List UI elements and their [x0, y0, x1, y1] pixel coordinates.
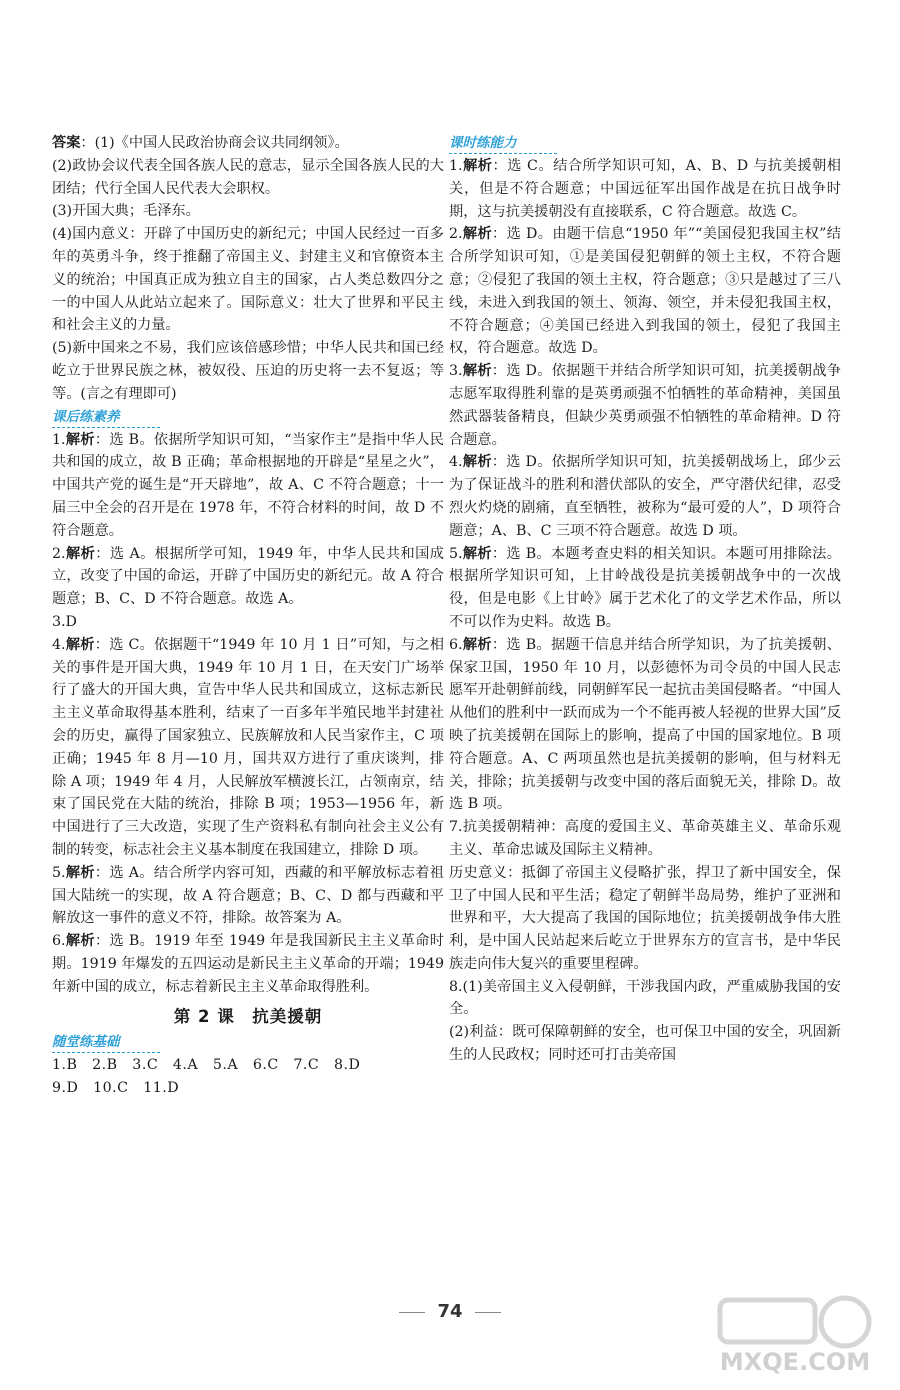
list-item — [449, 543, 841, 634]
list-item — [52, 543, 444, 611]
list-item — [449, 451, 841, 542]
item-label: 解析 — [462, 545, 492, 562]
list-item — [449, 155, 841, 223]
item-number: 8. — [449, 978, 463, 995]
right-column — [449, 132, 841, 1067]
list-item — [449, 1021, 841, 1067]
section-title-ability: 课时练能力 — [449, 133, 557, 154]
list-item — [449, 816, 841, 862]
item-number: 7. — [449, 819, 463, 836]
item-number: 3. — [449, 363, 463, 380]
left-column — [52, 132, 444, 1100]
item-number: 1. — [52, 431, 66, 448]
list-item — [52, 862, 444, 930]
section-title-classwork: 随堂练基础 — [52, 1032, 160, 1053]
item-text: ：选 B。1919 年至 1949 年是我国新民主主义革命时期。1919 年爆发的五四运动是新民主主义革命的开端；1949 年新中国的成立，标志着新民主主义革命取得胜利。 — [52, 933, 444, 995]
item-label: 解析 — [65, 864, 95, 881]
item-text: 抗美援朝精神：高度的爱国主义、革命英雄主义、革命乐观主义、革命忠诚及国际主义精神。 — [449, 819, 841, 858]
item-number: 6. — [449, 636, 463, 653]
answer-para-4: (4)国内意义：开辟了中国历史的新纪元；中国人民经过一百多年的英勇斗争，终于推翻了帝国主义、封建主义和官僚资本主义的统治；中国真正成为独立自主的国家，占人类总数四分之一的中国人从此站立起来了。国际意义：壮大了世界和平民主和社会主义的力量。 — [52, 226, 444, 334]
list-item — [52, 634, 444, 862]
item-label: 解析 — [65, 431, 95, 448]
item-label: 解析 — [65, 933, 95, 950]
item-number: 5. — [449, 545, 463, 562]
watermark-text: MXQE.COM — [719, 1348, 871, 1376]
footer-dash-left — [399, 1312, 425, 1313]
answer-para-5: (5)新中国来之不易，我们应该倍感珍惜；中华人民共和国已经屹立于世界民族之林，被奴役、压迫的历史将一去不复返；等等。(言之有理即可) — [52, 340, 444, 402]
item-label: 解析 — [65, 636, 95, 653]
item-text: 历史意义：抵御了帝国主义侵略扩张，捍卫了新中国安全，保卫了中国人民和平生活；稳定了朝鲜半岛局势，维护了亚洲和世界和平，大大提高了我国的国际地位；抗美援朝战争伟大胜利，是中国人民站起来后屹立于世界东方的宣言书，是中华民族走向伟大复兴的重要里程碑。 — [449, 864, 841, 972]
item-text: (2)利益：既可保障朝鲜的安全，也可保卫中国的安全，巩固新生的人民政权；同时还可打击美帝国 — [449, 1024, 841, 1064]
item-number: 1. — [449, 158, 463, 174]
quick-answers-row-2: 9.D 10.C 11.D — [52, 1080, 180, 1097]
item-number: 2. — [52, 545, 66, 562]
item-label: 解析 — [462, 636, 492, 653]
list-item — [449, 360, 841, 451]
item-text: ：选 D。依据题干并结合所学知识可知，抗美援朝战争志愿军取得胜利靠的是英勇顽强不怕牺牲的革命精神，美国虽然武器装备精良，但缺少英勇顽强不怕牺牲的革命精神。D 符合题意。 — [449, 363, 841, 448]
item-text: ：选 B。据题干信息并结合所学知识，为了抗美援朝、保家卫国，1950 年 10 月，以彭德怀为司令员的中国人民志愿军开赴朝鲜前线，同朝鲜军民一起抗击美国侵略者。“中国人从他们的胜利中一跃而成为一个不能再被人轻视的世界大国”反映了抗美援朝在国际上的影响，提高了中国的国家地位。B 项符合题意。A、C 两项虽然也是抗美援朝的影响，但与材料无关，排除；抗美援朝与改变中国的落后面貌无关，排除 D。故选 B 项。 — [449, 636, 841, 813]
list-item — [449, 223, 841, 360]
item-number: 6. — [52, 933, 66, 950]
item-label: 解析 — [65, 545, 96, 562]
item-text: D — [65, 613, 77, 630]
item-text: (1)美帝国主义入侵朝鲜，干涉我国内政，严重威胁我国的安全。 — [449, 978, 841, 1018]
section-title-homework: 课后练素养 — [52, 407, 160, 428]
item-number: 5. — [52, 864, 66, 881]
item-label: 解析 — [462, 454, 492, 471]
list-item — [52, 429, 444, 543]
item-label: 解析 — [462, 226, 493, 243]
quick-answers-row-1: 1.B 2.B 3.C 4.A 5.A 6.C 7.C 8.D — [52, 1057, 361, 1074]
item-number: 4. — [449, 454, 463, 471]
item-label: 解析 — [462, 158, 493, 174]
item-label: 解析 — [462, 363, 492, 380]
list-item — [449, 976, 841, 1022]
item-text: ：选 C。依据题干“1949 年 10 月 1 日”可知，与之相关的事件是开国大典，1949 年 10 月 1 日，在天安门广场举行了盛大的开国大典，宣告中华人民共和国成立，这标志新民主主义革命取得基本胜利，结束了一百多年半殖民地半封建社会的历史，赢得了国家独立、民族解放和人民当家作主，C 项正确；1945 年 8 月—10 月，国共双方进行了重庆谈判，排除 A 项；1949 年 4 月，人民解放军横渡长江，占领南京，结束了国民党在大陆的统治，排除 B 项；1953—1956 年，新中国进行了三大改造，实现了生产资料私有制向社会主义公有制的转变，标志社会主义基本制度在我国建立，排除 D 项。 — [52, 636, 444, 858]
answer-label: 答案 — [52, 135, 81, 151]
item-text: ：选 D。依据所学知识可知，抗美援朝战场上，邱少云为了保证战斗的胜利和潜伏部队的安全，严守潜伏纪律，忍受烈火灼烧的剧痛，直至牺牲，被称为“最可爱的人”，D 项符合题意；A、B、C 三项不符合题意。故选 D 项。 — [449, 454, 841, 539]
list-item — [449, 862, 841, 976]
item-text: ：选 A。根据所学可知，1949 年，中华人民共和国成立，改变了中国的命运，开辟了中国历史的新纪元。故 A 符合题意；B、C、D 不符合题意。故选 A。 — [52, 545, 444, 608]
answer-para-2: (2)政协会议代表全国各族人民的意志，显示全国各族人民的大团结；代行全国人民代表大会职权。 — [52, 157, 444, 197]
item-text: ：选 B。本题考查史料的相关知识。本题可用排除法。根据所学知识可知，上甘岭战役是抗美援朝战争中的一次战役，但是电影《上甘岭》属于艺术化了的文学艺术作品，所以不可以作为史料。故选 B。 — [449, 545, 841, 630]
item-text: ：选 C。结合所学知识可知，A、B、D 与抗美援朝相关，但是不符合题意；中国远征军出国作战是在抗日战争时期，这与抗美援朝没有直接联系，C 符合题意。故选 C。 — [449, 158, 841, 220]
answer-para-1: ：(1)《中国人民政治协商会议共同纲领》。 — [80, 135, 349, 151]
item-text: ：选 A。结合所学内容可知，西藏的和平解放标志着祖国大陆统一的实现，故 A 符合题意；B、C、D 都与西藏和平解放这一事件的意义不符，排除。故答案为 A。 — [52, 864, 444, 927]
lesson-title: 第 2 课 抗美援朝 — [173, 1007, 323, 1027]
item-number: 2. — [449, 226, 463, 243]
item-number: 3. — [52, 613, 66, 630]
answer-para-3: (3)开国大典；毛泽东。 — [52, 203, 200, 220]
list-item — [52, 930, 444, 998]
footer-dash-right — [475, 1312, 501, 1313]
list-item — [449, 634, 841, 816]
item-text: ：选 B。依据所学知识可知，“当家作主”是指中华人民共和国的成立，故 B 正确；革命根据地的开辟是“星星之火”，中国共产党的诞生是“开天辟地”，故 A、C 不符合题意；十一届三中全会的召开是在 1978 年，不符合材料的时间，故 D 不符合题意。 — [52, 431, 444, 539]
item-number: 4. — [52, 636, 66, 653]
watermark-logo — [710, 1290, 880, 1380]
page-number: 74 — [437, 1301, 463, 1322]
answer-block — [52, 132, 444, 155]
item-text: ：选 D。由题干信息“1950 年”“美国侵犯我国主权”结合所学知识可知，①是美国侵犯朝鲜的领土主权，不符合题意；②侵犯了我国的领土主权，符合题意；③只是越过了三八线，未进入到我国的领土、领海、领空，并未侵犯我国主权，不符合题意；④美国已经进入到我国的领土，侵犯了我国主权，符合题意。故选 D。 — [449, 226, 841, 357]
list-item — [52, 611, 444, 634]
